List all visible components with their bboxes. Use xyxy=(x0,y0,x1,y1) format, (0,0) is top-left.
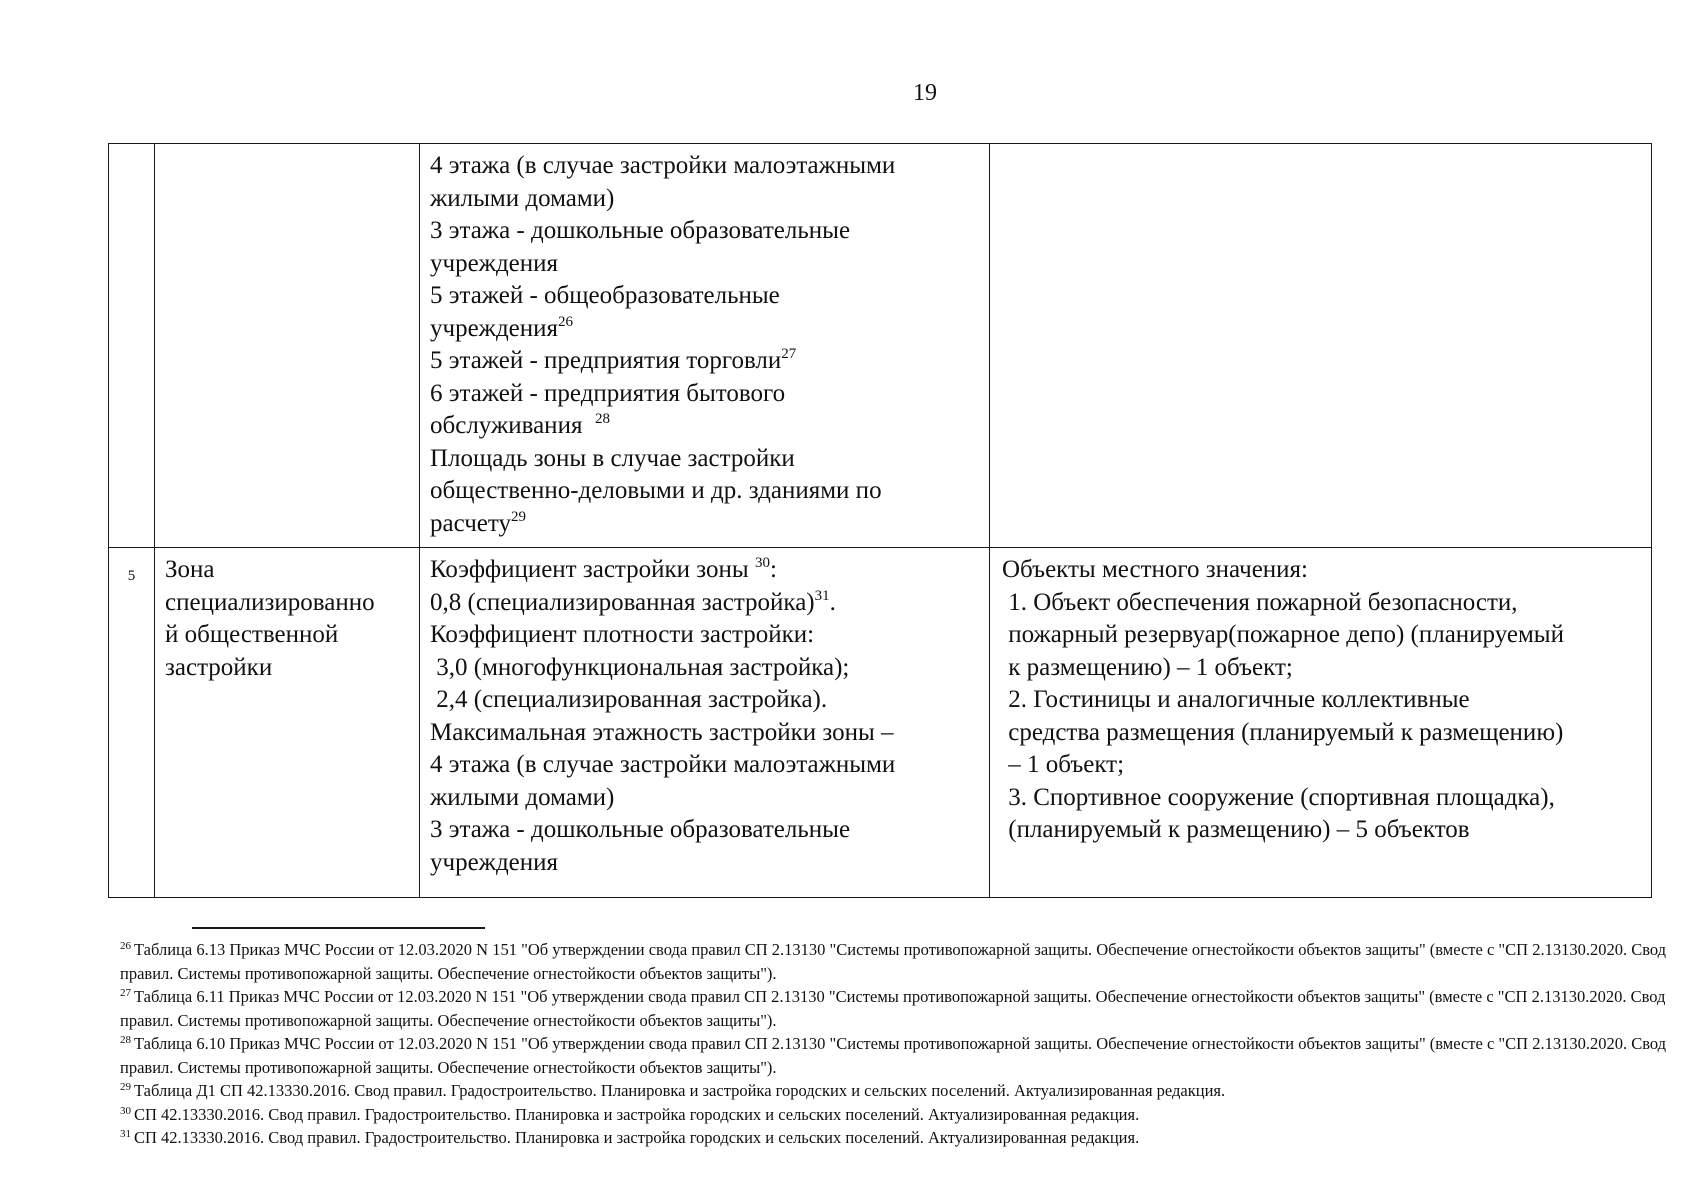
zoning-table xyxy=(108,143,1652,898)
param-line: Коэффициент плотности застройки: xyxy=(430,621,815,648)
object-line: – 1 объект; xyxy=(1002,751,1125,778)
param-line: Площадь зоны в случае застройки xyxy=(430,444,795,472)
footnote-27: $^{27}$ Таблица 6.11 Приказ МЧС России от 12.03.2020 N 151 "Об утверждении свода правил СП 2.13130 "Системы противопожарной защиты. Обеспечение огнестойкости объектов защиты" (вместе с "СП 2.13130.2020. Свод правил. Системы противопожарной защиты. Обеспечение огнестойкости объектов защиты"). xyxy=(120,987,1666,1030)
param-line: 4 этажа (в случае застройки малоэтажными xyxy=(430,751,896,778)
parameters-cell xyxy=(420,548,990,898)
footnote-29: $^{29}$ Таблица Д1 СП 42.13330.2016. Свод правил. Градостроительство. Планировка и застройка городских и сельских поселений. Актуализированная редакция. xyxy=(120,1081,1226,1100)
footnote-ref: 29 xyxy=(510,508,526,525)
footnote-31: $^{31}$ СП 42.13330.2016. Свод правил. Градостроительство. Планировка и застройка городских и сельских поселений. Актуализированная редакция. xyxy=(120,1128,1140,1147)
param-line: жилыми домами) xyxy=(430,184,615,212)
footnote-ref: 30 xyxy=(754,555,770,571)
param-line: 5 этажей - общеобразовательные xyxy=(430,282,780,309)
param-line: жилыми домами) xyxy=(430,783,615,811)
footnote-28: $^{28}$ Таблица 6.10 Приказ МЧС России от 12.03.2020 N 151 "Об утверждении свода правил СП 2.13130 "Системы противопожарной защиты. Обеспечение огнестойкости объектов защиты" (вместе с "СП 2.13130.2020. Свод правил. Системы противопожарной защиты. Обеспечение огнестойкости объектов защиты"). xyxy=(120,1034,1667,1077)
footnote-ref: 26 xyxy=(558,313,574,330)
object-line: 1. Объект обеспечения пожарной безопасности, xyxy=(1002,588,1518,616)
object-line: пожарный резервуар(пожарное депо) (планируемый xyxy=(1002,621,1564,648)
param-line: 0,8 (специализированная застройка)$^{31}$. xyxy=(430,587,836,616)
param-line: 6 этажей - предприятия бытового xyxy=(430,379,786,407)
parameters-cell xyxy=(420,144,990,548)
param-line: общественно-деловыми и др. зданиями по xyxy=(430,477,882,504)
footnote-ref: 28 xyxy=(594,411,610,427)
footnote-26: $^{26}$ Таблица 6.13 Приказ МЧС России от 12.03.2020 N 151 "Об утверждении свода правил СП 2.13130 "Системы противопожарной защиты. Обеспечение огнестойкости объектов защиты" (вместе с "СП 2.13130.2020. Свод правил. Системы противопожарной защиты. Обеспечение огнестойкости объектов защиты"). xyxy=(120,940,1667,983)
object-line: к размещению) – 1 объект; xyxy=(1002,653,1293,681)
param-line: расчету$^{29}$ xyxy=(430,508,526,537)
param-line: Коэффициент застройки зоны $^{30}$: xyxy=(430,555,777,583)
object-line: Объекты местного значения: xyxy=(1002,556,1309,583)
param-line: Максимальная этажность застройки зоны – xyxy=(430,718,894,746)
object-line: 3. Спортивное сооружение (спортивная площадка), xyxy=(1002,783,1555,811)
param-line: 3 этажа - дошкольные образовательные xyxy=(430,816,851,843)
param-line: 2,4 (специализированная застройка). xyxy=(430,686,828,713)
footnote-ref: 27 xyxy=(781,346,797,362)
param-line: 4 этажа (в случае застройки малоэтажными xyxy=(430,152,896,179)
param-line: 3 этажа - дошкольные образовательные xyxy=(430,217,851,244)
footnote-30: $^{30}$ СП 42.13330.2016. Свод правил. Градостроительство. Планировка и застройка городских и сельских поселений. Актуализированная редакция. xyxy=(120,1104,1140,1124)
object-line: средства размещения (планируемый к размещению) xyxy=(1002,718,1564,746)
footnote-ref: 31 xyxy=(814,587,830,604)
row-number-cell xyxy=(109,144,155,548)
param-line: 5 этажей - предприятия торговли$^{27}$ xyxy=(430,346,797,374)
param-line: учреждения$^{26}$ xyxy=(430,313,574,342)
footnote-separator xyxy=(192,927,485,929)
param-line: учреждения xyxy=(430,249,559,277)
table-row-continuation xyxy=(109,144,1652,548)
objects-cell xyxy=(990,548,1652,898)
zone-name-cell: Зона специализированно й общественной застройки xyxy=(155,548,420,898)
param-line: учреждения xyxy=(430,848,559,876)
objects-cell xyxy=(990,144,1652,548)
row-number-cell: 5 xyxy=(109,548,155,898)
param-line: обслуживания $^{28}$ xyxy=(430,411,610,439)
zone-name-cell xyxy=(155,144,420,548)
page-number: 19 xyxy=(913,80,937,106)
table-row-5 xyxy=(109,548,1652,898)
footnotes xyxy=(120,938,1670,1150)
object-line: 2. Гостиницы и аналогичные коллективные xyxy=(1002,686,1470,713)
param-line: 3,0 (многофункциональная застройка); xyxy=(430,653,850,681)
object-line: (планируемый к размещению) – 5 объектов xyxy=(1002,816,1470,843)
